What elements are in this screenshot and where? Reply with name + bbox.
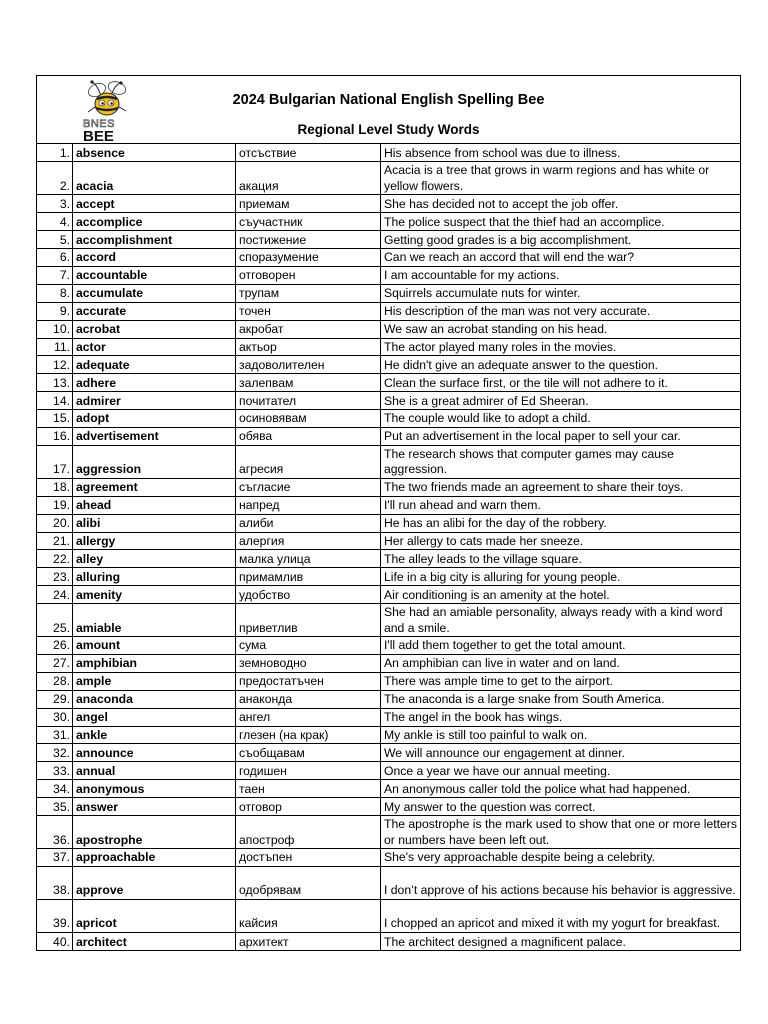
- english-word: announce: [73, 744, 236, 762]
- example-sentence: Getting good grades is a big accomplishment.: [381, 231, 741, 249]
- bulgarian-translation: акация: [236, 162, 381, 195]
- english-word: accomplishment: [73, 231, 236, 249]
- example-sentence: Life in a big city is alluring for young people.: [381, 568, 741, 586]
- example-sentence: The police suspect that the thief had an accomplice.: [381, 213, 741, 231]
- row-number: 1.: [37, 144, 73, 162]
- table-row: [37, 780, 740, 798]
- row-number: 23.: [37, 568, 73, 586]
- example-sentence: I am accountable for my actions.: [381, 266, 741, 284]
- example-sentence: There was ample time to get to the airport.: [381, 672, 741, 690]
- english-word: architect: [73, 932, 236, 950]
- row-number: 27.: [37, 654, 73, 672]
- english-word: absence: [73, 144, 236, 162]
- bulgarian-translation: споразумение: [236, 249, 381, 267]
- table-row: [37, 532, 740, 550]
- page-subtitle: Regional Level Study Words: [297, 122, 480, 137]
- row-number: 20.: [37, 514, 73, 532]
- bulgarian-translation: съучастник: [236, 213, 381, 231]
- bulgarian-translation: предостатъчен: [236, 672, 381, 690]
- table-row: [37, 374, 740, 392]
- english-word: adopt: [73, 410, 236, 428]
- bulgarian-translation: глезен (на крак): [236, 726, 381, 744]
- row-number: 18.: [37, 478, 73, 496]
- row-number: 28.: [37, 672, 73, 690]
- english-word: amenity: [73, 586, 236, 604]
- row-number: 9.: [37, 302, 73, 320]
- bulgarian-translation: съобщавам: [236, 744, 381, 762]
- english-word: accountable: [73, 266, 236, 284]
- english-word: accept: [73, 195, 236, 213]
- table-row: [37, 144, 740, 162]
- row-number: 5.: [37, 231, 73, 249]
- table-row: [37, 672, 740, 690]
- row-number: 39.: [37, 899, 73, 932]
- table-row: [37, 690, 740, 708]
- english-word: adhere: [73, 374, 236, 392]
- row-number: 29.: [37, 690, 73, 708]
- table-row: [37, 586, 740, 604]
- table-row: [37, 604, 740, 637]
- bulgarian-translation: трупам: [236, 284, 381, 302]
- example-sentence: Put an advertisement in the local paper to sell your car.: [381, 427, 741, 445]
- bulgarian-translation: апостроф: [236, 816, 381, 849]
- row-number: 17.: [37, 445, 73, 478]
- example-sentence: The actor played many roles in the movies.: [381, 338, 741, 356]
- table-row: [37, 708, 740, 726]
- example-sentence: The architect designed a magnificent palace.: [381, 932, 741, 950]
- table-row: [37, 744, 740, 762]
- example-sentence: Air conditioning is an amenity at the hotel.: [381, 586, 741, 604]
- bulgarian-translation: малка улица: [236, 550, 381, 568]
- english-word: ample: [73, 672, 236, 690]
- english-word: anaconda: [73, 690, 236, 708]
- example-sentence: The anaconda is a large snake from South America.: [381, 690, 741, 708]
- english-word: approve: [73, 866, 236, 899]
- example-sentence: My answer to the question was correct.: [381, 798, 741, 816]
- bulgarian-translation: сума: [236, 637, 381, 655]
- table-row: [37, 427, 740, 445]
- english-word: advertisement: [73, 427, 236, 445]
- row-number: 38.: [37, 866, 73, 899]
- bulgarian-translation: архитект: [236, 932, 381, 950]
- row-number: 24.: [37, 586, 73, 604]
- example-sentence: He has an alibi for the day of the robbery.: [381, 514, 741, 532]
- bulgarian-translation: годишен: [236, 762, 381, 780]
- table-row: [37, 249, 740, 267]
- bulgarian-translation: почитател: [236, 392, 381, 410]
- row-number: 40.: [37, 932, 73, 950]
- example-sentence: Once a year we have our annual meeting.: [381, 762, 741, 780]
- study-words-sheet: [36, 75, 741, 951]
- row-number: 13.: [37, 374, 73, 392]
- bulgarian-translation: земноводно: [236, 654, 381, 672]
- table-row: [37, 410, 740, 428]
- bulgarian-translation: кайсия: [236, 899, 381, 932]
- table-row: [37, 496, 740, 514]
- example-sentence: Can we reach an accord that will end the war?: [381, 249, 741, 267]
- english-word: accord: [73, 249, 236, 267]
- example-sentence: The angel in the book has wings.: [381, 708, 741, 726]
- row-number: 8.: [37, 284, 73, 302]
- row-number: 21.: [37, 532, 73, 550]
- bulgarian-translation: алиби: [236, 514, 381, 532]
- bulgarian-translation: осиновявам: [236, 410, 381, 428]
- example-sentence: She has decided not to accept the job offer.: [381, 195, 741, 213]
- row-number: 10.: [37, 320, 73, 338]
- english-word: alley: [73, 550, 236, 568]
- example-sentence: Acacia is a tree that grows in warm regions and has white or yellow flowers.: [381, 162, 741, 195]
- row-number: 16.: [37, 427, 73, 445]
- example-sentence: Squirrels accumulate nuts for winter.: [381, 284, 741, 302]
- row-number: 25.: [37, 604, 73, 637]
- example-sentence: Clean the surface first, or the tile will not adhere to it.: [381, 374, 741, 392]
- english-word: apostrophe: [73, 816, 236, 849]
- bulgarian-translation: ангел: [236, 708, 381, 726]
- table-row: [37, 932, 740, 950]
- row-number: 2.: [37, 162, 73, 195]
- table-row: [37, 568, 740, 586]
- english-word: ahead: [73, 496, 236, 514]
- row-number: 35.: [37, 798, 73, 816]
- row-number: 6.: [37, 249, 73, 267]
- english-word: amiable: [73, 604, 236, 637]
- example-sentence: We saw an acrobat standing on his head.: [381, 320, 741, 338]
- english-word: acrobat: [73, 320, 236, 338]
- words-table: [37, 144, 740, 950]
- row-number: 30.: [37, 708, 73, 726]
- english-word: annual: [73, 762, 236, 780]
- row-number: 33.: [37, 762, 73, 780]
- example-sentence: The apostrophe is the mark used to show that one or more letters or numbers have been left out.: [381, 816, 741, 849]
- table-row: [37, 356, 740, 374]
- row-number: 3.: [37, 195, 73, 213]
- svg-text:BEE: BEE: [83, 128, 114, 142]
- english-word: acacia: [73, 162, 236, 195]
- english-word: approachable: [73, 849, 236, 867]
- english-word: alibi: [73, 514, 236, 532]
- bulgarian-translation: съгласие: [236, 478, 381, 496]
- table-row: [37, 550, 740, 568]
- table-row: [37, 392, 740, 410]
- english-word: agreement: [73, 478, 236, 496]
- english-word: accumulate: [73, 284, 236, 302]
- example-sentence: I'll add them together to get the total amount.: [381, 637, 741, 655]
- english-word: admirer: [73, 392, 236, 410]
- row-number: 14.: [37, 392, 73, 410]
- row-number: 26.: [37, 637, 73, 655]
- english-word: answer: [73, 798, 236, 816]
- bulgarian-translation: достъпен: [236, 849, 381, 867]
- bulgarian-translation: одобрявам: [236, 866, 381, 899]
- bulgarian-translation: обява: [236, 427, 381, 445]
- table-row: [37, 798, 740, 816]
- row-number: 15.: [37, 410, 73, 428]
- example-sentence: I'll run ahead and warn them.: [381, 496, 741, 514]
- example-sentence: An anonymous caller told the police what had happened.: [381, 780, 741, 798]
- english-word: actor: [73, 338, 236, 356]
- example-sentence: She is a great admirer of Ed Sheeran.: [381, 392, 741, 410]
- bulgarian-translation: отговор: [236, 798, 381, 816]
- english-word: allergy: [73, 532, 236, 550]
- svg-text:BNES: BNES: [83, 118, 115, 130]
- example-sentence: The two friends made an agreement to share their toys.: [381, 478, 741, 496]
- example-sentence: We will announce our engagement at dinner.: [381, 744, 741, 762]
- example-sentence: I don’t approve of his actions because his behavior is aggressive.: [381, 866, 741, 899]
- english-word: accomplice: [73, 213, 236, 231]
- table-row: [37, 302, 740, 320]
- table-row: [37, 866, 740, 899]
- bulgarian-translation: приемам: [236, 195, 381, 213]
- english-word: anonymous: [73, 780, 236, 798]
- row-number: 11.: [37, 338, 73, 356]
- table-row: [37, 213, 740, 231]
- table-row: [37, 320, 740, 338]
- example-sentence: The couple would like to adopt a child.: [381, 410, 741, 428]
- english-word: ankle: [73, 726, 236, 744]
- example-sentence: She had an amiable personality, always ready with a kind word and a smile.: [381, 604, 741, 637]
- bulgarian-translation: задоволителен: [236, 356, 381, 374]
- english-word: angel: [73, 708, 236, 726]
- english-word: alluring: [73, 568, 236, 586]
- example-sentence: His description of the man was not very accurate.: [381, 302, 741, 320]
- page-title: 2024 Bulgarian National English Spelling Bee: [232, 92, 545, 108]
- bulgarian-translation: таен: [236, 780, 381, 798]
- table-row: [37, 654, 740, 672]
- bulgarian-translation: алергия: [236, 532, 381, 550]
- bulgarian-translation: залепвам: [236, 374, 381, 392]
- table-row: [37, 478, 740, 496]
- english-word: apricot: [73, 899, 236, 932]
- bulgarian-translation: примамлив: [236, 568, 381, 586]
- bulgarian-translation: удобство: [236, 586, 381, 604]
- table-row: [37, 445, 740, 478]
- example-sentence: He didn't give an adequate answer to the question.: [381, 356, 741, 374]
- table-row: [37, 231, 740, 249]
- example-sentence: An amphibian can live in water and on land.: [381, 654, 741, 672]
- example-sentence: Her allergy to cats made her sneeze.: [381, 532, 741, 550]
- example-sentence: The alley leads to the village square.: [381, 550, 741, 568]
- row-number: 31.: [37, 726, 73, 744]
- english-word: amount: [73, 637, 236, 655]
- table-row: [37, 284, 740, 302]
- bulgarian-translation: напред: [236, 496, 381, 514]
- row-number: 22.: [37, 550, 73, 568]
- row-number: 32.: [37, 744, 73, 762]
- table-row: [37, 816, 740, 849]
- row-number: 36.: [37, 816, 73, 849]
- table-row: [37, 514, 740, 532]
- example-sentence: His absence from school was due to illness.: [381, 144, 741, 162]
- table-row: [37, 266, 740, 284]
- row-number: 34.: [37, 780, 73, 798]
- table-row: [37, 849, 740, 867]
- example-sentence: My ankle is still too painful to walk on.: [381, 726, 741, 744]
- bulgarian-translation: точен: [236, 302, 381, 320]
- row-number: 12.: [37, 356, 73, 374]
- table-row: [37, 162, 740, 195]
- bulgarian-translation: отсъствие: [236, 144, 381, 162]
- table-row: [37, 338, 740, 356]
- table-row: [37, 762, 740, 780]
- bulgarian-translation: агресия: [236, 445, 381, 478]
- bulgarian-translation: акробат: [236, 320, 381, 338]
- sheet-header: [37, 76, 740, 144]
- bulgarian-translation: постижение: [236, 231, 381, 249]
- example-sentence: She's very approachable despite being a celebrity.: [381, 849, 741, 867]
- english-word: amphibian: [73, 654, 236, 672]
- row-number: 19.: [37, 496, 73, 514]
- example-sentence: I chopped an apricot and mixed it with my yogurt for breakfast.: [381, 899, 741, 932]
- table-row: [37, 637, 740, 655]
- bulgarian-translation: анаконда: [236, 690, 381, 708]
- english-word: accurate: [73, 302, 236, 320]
- row-number: 4.: [37, 213, 73, 231]
- bulgarian-translation: актьор: [236, 338, 381, 356]
- english-word: adequate: [73, 356, 236, 374]
- bulgarian-translation: отговорен: [236, 266, 381, 284]
- table-row: [37, 899, 740, 932]
- table-row: [37, 726, 740, 744]
- row-number: 37.: [37, 849, 73, 867]
- example-sentence: The research shows that computer games may cause aggression.: [381, 445, 741, 478]
- row-number: 7.: [37, 266, 73, 284]
- bulgarian-translation: приветлив: [236, 604, 381, 637]
- english-word: aggression: [73, 445, 236, 478]
- table-row: [37, 195, 740, 213]
